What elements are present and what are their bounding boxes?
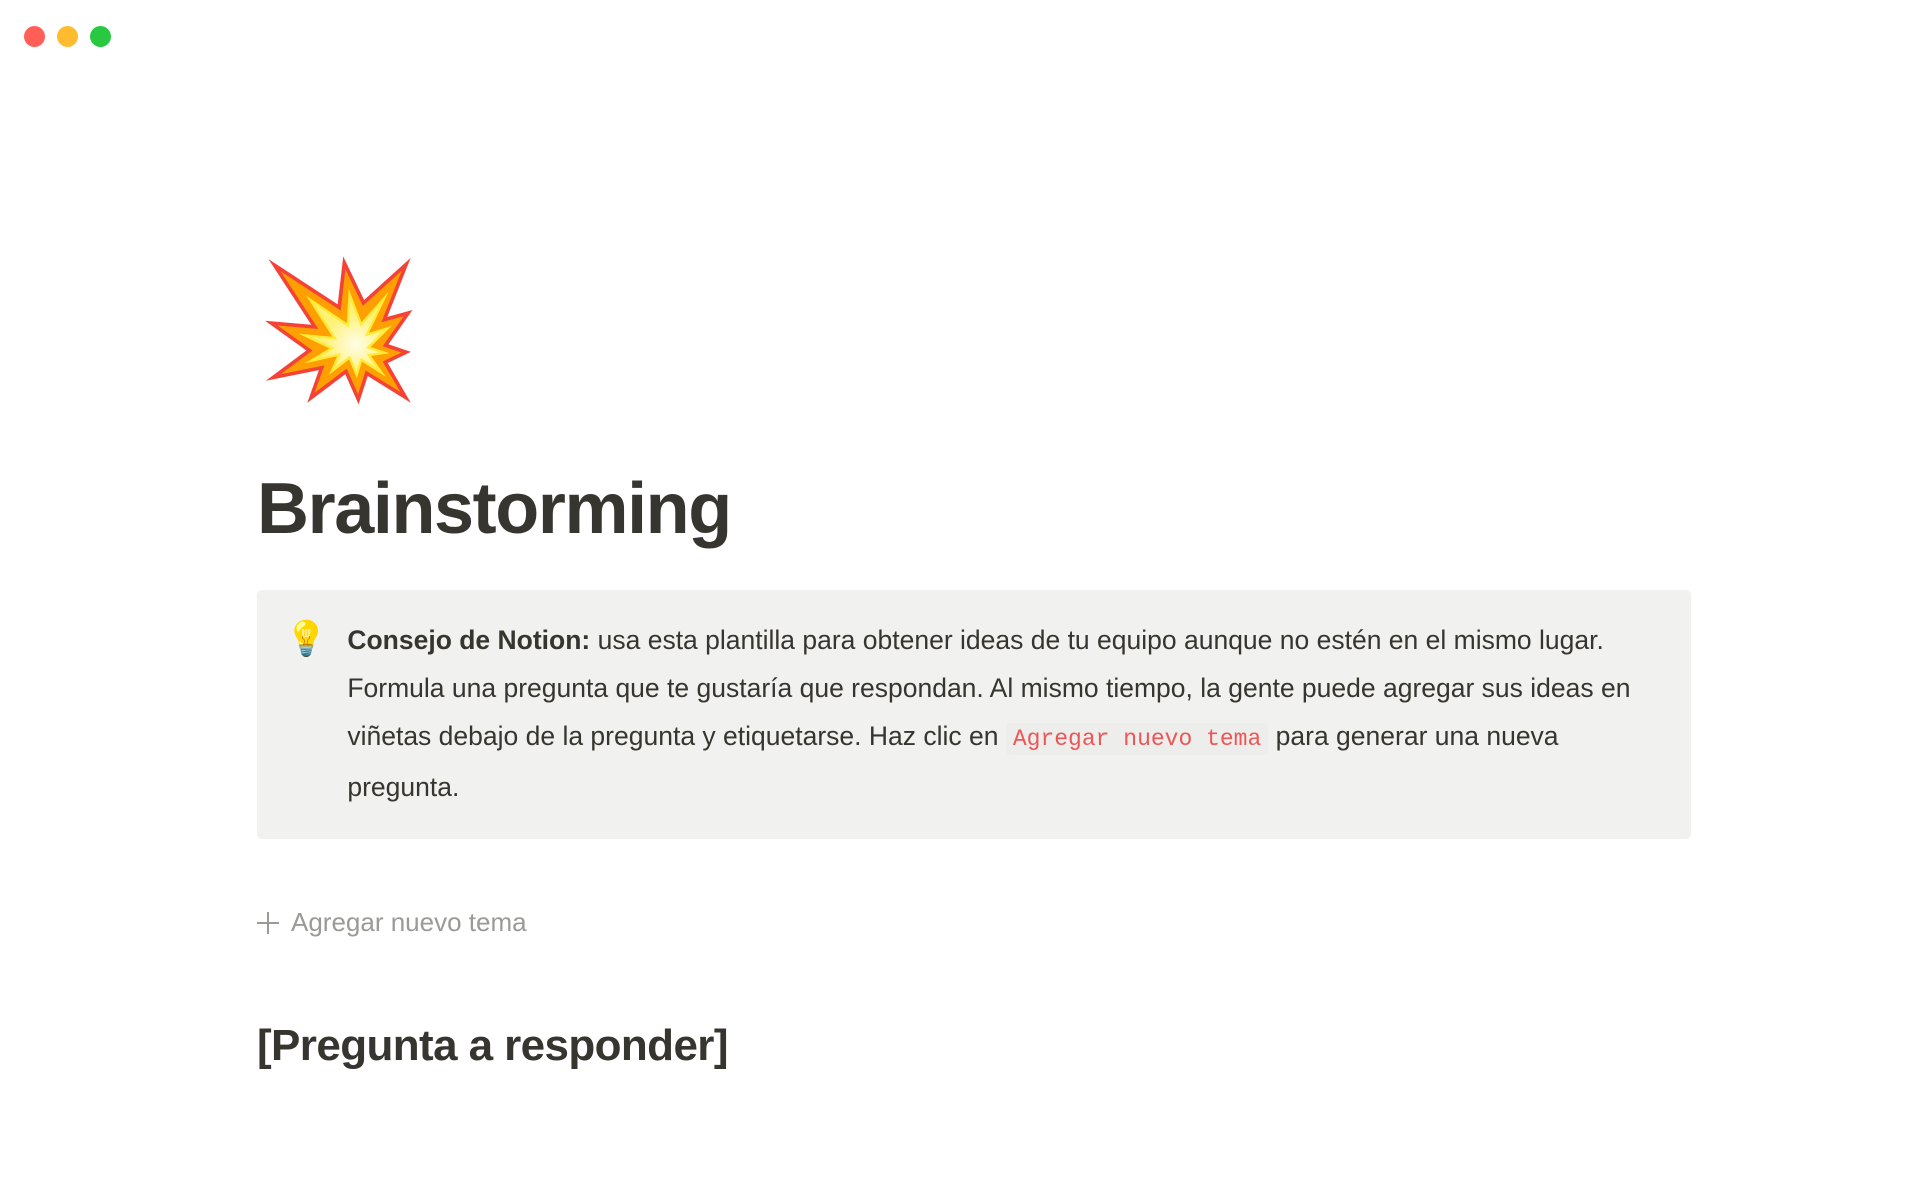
callout-body-first: usa esta plantilla para obtener ideas de tu equipo aunque no estén en el mismo lugar. Formula una pregunta que te gustaría que respondan. Al mismo tiempo, la gente puede agregar sus ideas en viñetas debajo de la pregunta y etiquetarse. Haz clic en <box>347 624 1631 751</box>
maximize-window-button[interactable] <box>90 26 111 47</box>
document-content <box>257 72 1691 1071</box>
callout-lead: Consejo de Notion: <box>347 624 591 655</box>
page-title[interactable]: Brainstorming <box>257 469 731 549</box>
traffic-lights <box>24 26 111 47</box>
boom-emoji[interactable]: 💥 <box>257 256 422 403</box>
callout-body-second: para generar una nueva pregunta. <box>347 720 1559 802</box>
add-new-topic-label: Agregar nuevo tema <box>291 907 527 938</box>
callout-text <box>347 616 1659 811</box>
section-heading-question[interactable]: [Pregunta a responder] <box>257 1020 728 1070</box>
lightbulb-icon: 💡 <box>285 619 328 658</box>
close-window-button[interactable] <box>24 26 45 47</box>
add-new-topic-button[interactable] <box>257 903 677 943</box>
plus-icon <box>257 912 279 934</box>
callout-code-chip: Agregar nuevo tema <box>1006 723 1268 755</box>
callout-block <box>257 590 1691 839</box>
minimize-window-button[interactable] <box>57 26 78 47</box>
window-title-bar <box>0 0 1920 72</box>
page-body <box>0 72 1920 1200</box>
